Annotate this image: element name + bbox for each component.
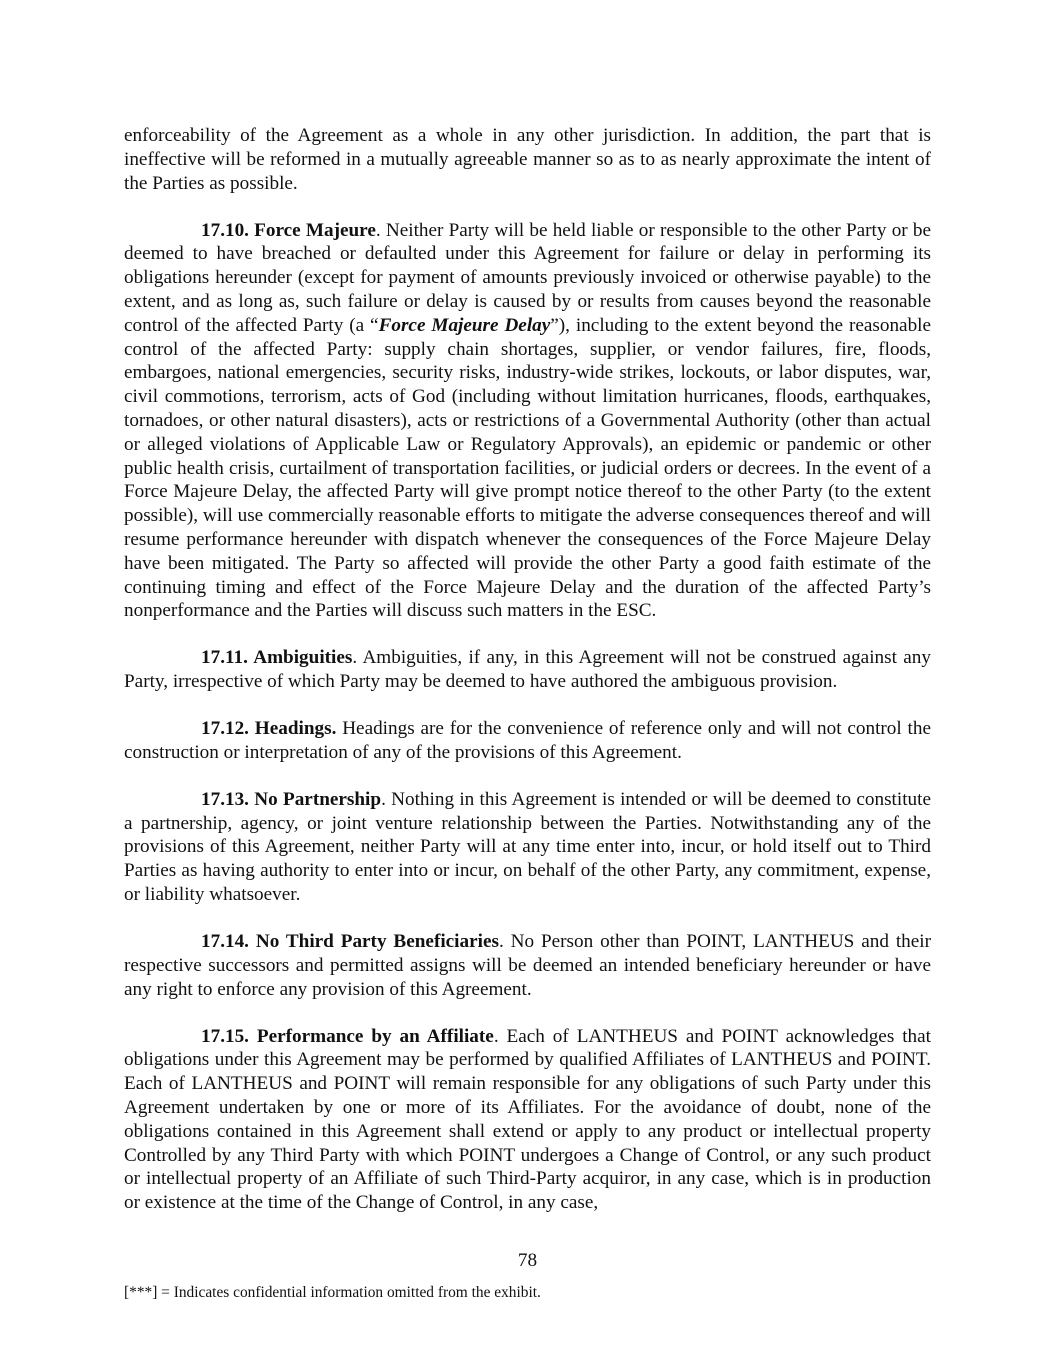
defined-term: Force Majeure Delay bbox=[378, 314, 551, 336]
section-body: Neither Party will be held liable or responsible to the other Party or be deemed to have breached or defaulted under this Agreement for failure or delay in performing its obligations hereunder (except for payment of amounts previously invoiced or otherwise payable) to the extent, and as long as, such failure or delay is caused by or results from causes beyond the reasonable control of the affected Party (a “ bbox=[124, 219, 931, 336]
carryover-paragraph: enforceability of the Agreement as a whole in any other jurisdiction. In addition, the part that is ineffective will be reformed in a mutually agreeable manner so as to as nearly approximate the intent of the Parties as possible. bbox=[124, 125, 931, 194]
section-heading: 17.15. Performance by an Affiliate bbox=[201, 1025, 494, 1047]
section-17-10-force-majeure bbox=[124, 219, 931, 624]
section-body: Ambiguities, if any, in this Agreement will not be construed against any Party, irrespective of which Party may be deemed to have authored the ambiguous provision. bbox=[124, 647, 931, 693]
section-heading: 17.13. No Partnership bbox=[201, 788, 382, 810]
page-number: 78 bbox=[517, 1250, 538, 1271]
document-page bbox=[124, 124, 931, 1215]
section-17-12-headings bbox=[124, 717, 931, 765]
section-heading: 17.11. Ambiguities bbox=[201, 647, 353, 669]
section-heading: 17.10. Force Majeure bbox=[201, 219, 376, 241]
section-body: Headings are for the convenience of reference only and will not control the construction or interpretation of any of the provisions of this Agreement. bbox=[124, 718, 931, 763]
section-17-14-no-third-party-beneficiaries bbox=[124, 930, 931, 1001]
section-17-11-ambiguities bbox=[124, 646, 931, 694]
heading-punctuation: . bbox=[498, 931, 504, 953]
section-heading: 17.14. No Third Party Beneficiaries bbox=[201, 931, 499, 953]
section-body: Nothing in this Agreement is intended or will be deemed to constitute a partnership, agency, or joint venture relationship between the Parties. Notwithstanding any of the provisions of this Agreement, neither Party will at any time enter into, incur, or hold itself out to Third Parties as having authority to enter into or incur, on behalf of the other Party, any commitment, expense, or liability whatsoever. bbox=[124, 788, 931, 906]
heading-punctuation: . bbox=[352, 647, 358, 669]
section-body: Each of LANTHEUS and POINT acknowledges that obligations under this Agreement may be performed by qualified Affiliates of LANTHEUS and POINT. Each of LANTHEUS and POINT will remain responsible for any obligations of such Party under this Agreement undertaken by one or more of its Affiliates. For the avoidance of doubt, none of the obligations contained in this Agreement shall extend or apply to any product or intellectual property Controlled by any Third Party with which POINT undergoes a Change of Control, or any such product or intellectual property of an Affiliate of such Third-Party acquiror, in any case, which is in production or existence at the time of the Change of Control, in any case, bbox=[124, 1025, 931, 1214]
section-17-15-performance-by-affiliate bbox=[124, 1025, 931, 1215]
section-body-continued: ”), including to the extent beyond the reasonable control of the affected Party: supply chain shortages, supplier, or vendor failures, fire, floods, embargoes, national emergencies, security risks, industry-wide strikes, lockouts, or labor disputes, war, civil commotions, terrorism, acts of God (including without limitation hurricanes, floods, earthquakes, tornadoes, or other natural disasters), acts or restrictions of a Governmental Authority (other than actual or alleged violations of Applicable Law or Regulatory Approvals), an epidemic or pandemic or other public health crisis, curtailment of transportation facilities, or judicial orders or decrees. In the event of a Force Majeure Delay, the affected Party will give prompt notice thereof to the other Party (to the extent possible), will use commercially reasonable efforts to mitigate the adverse consequences thereof and will resume performance hereunder with dispatch whenever the consequences of the Force Majeure Delay have been mitigated. The Party so affected will provide the other Party a good faith estimate of the continuing timing and effect of the Force Majeure Delay and the duration of the affected Party’s nonperformance and the Parties will discuss such matters in the ESC. bbox=[124, 314, 932, 622]
section-17-13-no-partnership bbox=[124, 788, 931, 907]
section-body: No Person other than POINT, LANTHEUS and their respective successors and permitted assigns will be deemed an intended beneficiary hereunder or have any right to enforce any provision of this Agreement. bbox=[124, 931, 931, 1000]
confidentiality-footnote: [***] = Indicates confidential information omitted from the exhibit. bbox=[124, 1284, 541, 1301]
heading-punctuation: . bbox=[375, 219, 381, 241]
section-heading: 17.12. Headings. bbox=[201, 718, 337, 740]
heading-punctuation: . bbox=[381, 788, 386, 810]
heading-punctuation: . bbox=[493, 1025, 499, 1047]
